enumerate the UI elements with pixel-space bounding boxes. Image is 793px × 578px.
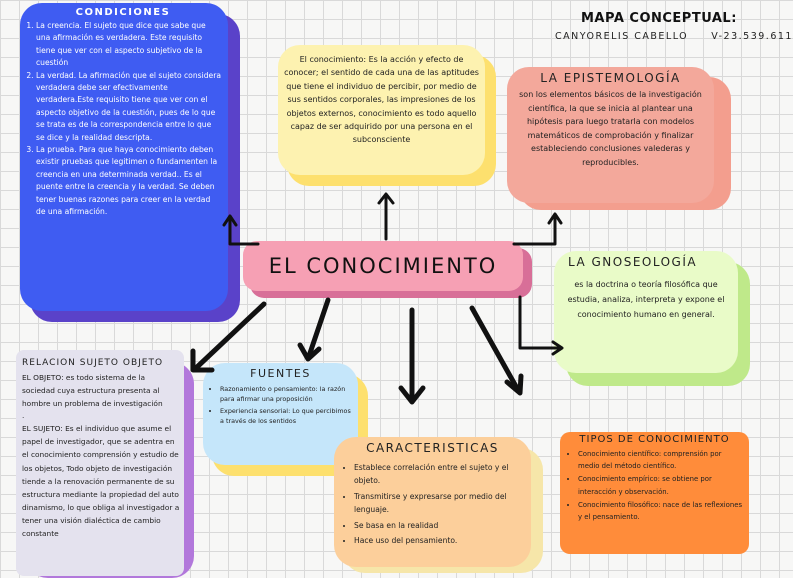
relacion-objeto: EL OBJETO: es todo sistema de la sociedad cuya estructura presenta al hombre un problema de investigación — [22, 373, 163, 409]
fuentes-title: FUENTES — [250, 367, 311, 380]
author-name: CANYORELIS CABELLO — [555, 31, 689, 42]
arrow-to-condiciones — [224, 216, 258, 244]
caracteristicas-item: • Se basa en la realidad — [354, 519, 525, 532]
arrow-to-tipos — [472, 308, 521, 393]
condiciones-item: 2. La verdad. La afirmación que el sujeto considera verdadera debe ser efectivamente verdadera.Este requisito tiene que ver con el aspecto objetivo de la cuestión, pues de lo que se trata es de la correspondencia entre lo que se dice y la realidad descripta. — [36, 70, 222, 144]
central-title: EL CONOCIMIENTO — [268, 254, 498, 278]
epistemologia-text: son los elementos básicos de la investigación científica, la que se inicia al plantear una hipótesis para luego tratarla con modelos matemáticos de comprobación y finalizar estableciendo conclusiones valederas y reproducibles. — [519, 90, 702, 167]
fuentes-item: • Razonamiento o pensamiento: la razón para afirmar una proposición — [220, 384, 354, 404]
tipos-item: • Conocimiento filosófico: nace de las reflexiones y el pensamiento. — [578, 499, 743, 523]
arrow-to-caracteristicas — [401, 310, 423, 402]
definicion-text: El conocimiento: Es la acción y efecto de conocer; el sentido de cada una de las aptitudes que tiene el individuo de percibir, por medio de sus sentidos corporales, las impresiones de los objetos externos, conocimiento es todo aquello capaz de ser adquirido por una persona en el subconsciente — [284, 55, 479, 145]
arrow-to-definicion — [379, 194, 393, 239]
tipos-item: • Conocimiento empírico: se obtiene por interacción y observación. — [578, 473, 743, 497]
gnoseologia-title: LA GNOSEOLOGÍA — [568, 255, 698, 269]
relacion-sujeto: EL SUJETO: Es el individuo que asume el papel de investigador, que se adentra en el conocimiento comprensión y estudio de los objetos, Todo objeto de investigación tiende a la renovación permanente de su estructura mediante la propiedad del auto dinamismo, lo que obliga al investigador a tener una visión dialéctica de cambio constante — [22, 424, 180, 539]
relacion-title: RELACION SUJETO OBJETO — [22, 358, 164, 368]
epistemologia-title: LA EPISTEMOLOGÍA — [540, 71, 681, 85]
map-title: MAPA CONCEPTUAL: — [581, 11, 737, 26]
condiciones-title: CONDICIONES — [75, 7, 171, 18]
tipos-item: • Conocimiento científico: comprensión por medio del método científico. — [578, 448, 743, 472]
arrow-to-gnoseologia — [520, 297, 562, 354]
relacion-dot: . — [22, 411, 25, 421]
caracteristicas-item: • Hace uso del pensamiento. — [354, 534, 525, 547]
caracteristicas-item: • Establece correlación entre el sujeto y el objeto. — [354, 461, 525, 488]
caracteristicas-title: CARACTERISTICAS — [366, 441, 499, 455]
arrow-to-epistemologia — [514, 214, 561, 244]
tipos-title: TIPOS DE CONOCIMIENTO — [579, 434, 730, 445]
gnoseologia-text: es la doctrina o teoría filosófica que estudia, analiza, interpreta y expone el conocimiento humano en general. — [567, 280, 725, 319]
arrow-to-relacion — [193, 304, 264, 370]
author-id: V-23.539.611 — [711, 31, 793, 42]
caracteristicas-item: • Transmitirse y expresarse por medio del lenguaje. — [354, 490, 525, 517]
condiciones-item: 1. La creencia. El sujeto que dice que sabe que una afirmación es verdadera. Este requisito tiene que ver con el aspecto subjetivo de la cuestión — [36, 20, 222, 70]
arrow-to-fuentes — [300, 300, 328, 359]
condiciones-item: 3. La prueba. Para que haya conocimiento deben existir pruebas que legitimen o fundamenten la creencia en una determinada verdad.. Es el puente entre la creencia y la verdad. Se deben tener buenas razones para creer en la verdad de una afirmación. — [36, 144, 222, 218]
fuentes-item: • Experiencia sensorial: Lo que percibimos a través de los sentidos — [220, 406, 354, 426]
